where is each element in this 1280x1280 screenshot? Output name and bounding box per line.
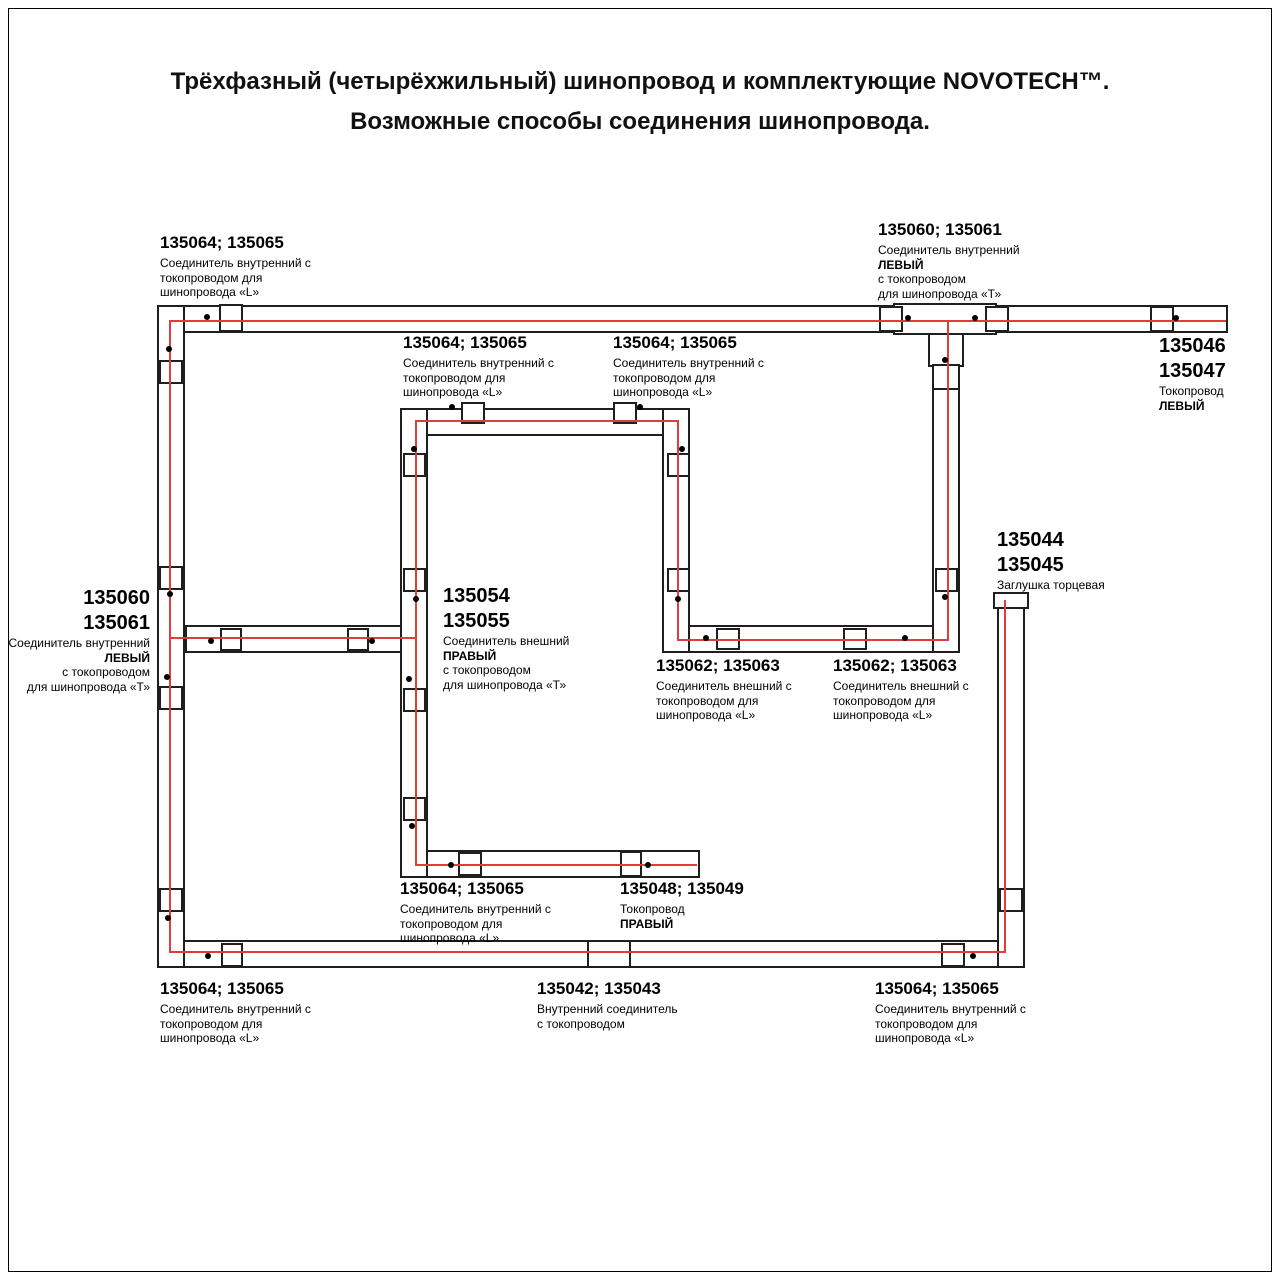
conductor-line [169, 951, 1006, 953]
part-desc-line: с токопроводом [878, 272, 966, 286]
junction-dot [970, 953, 976, 959]
junction-dot [905, 315, 911, 321]
connector-block [879, 306, 903, 332]
conductor-line [415, 420, 417, 866]
conductor-line [169, 320, 1226, 322]
part-desc-line: токопроводом для [833, 693, 936, 708]
part-desc-line: для шинопровода «Т» [443, 677, 567, 692]
part-code: 135064; 135065 [160, 233, 284, 252]
conductor-line [677, 639, 949, 641]
part-desc-line: Соединитель внешний с [656, 679, 792, 693]
part-desc-line: Соединитель внутренний с [400, 902, 551, 916]
part-desc-line: с токопроводом [537, 1016, 625, 1031]
junction-dot [204, 314, 210, 320]
part-code: 135060 [83, 587, 150, 609]
junction-dot [411, 446, 417, 452]
conductor-line [415, 864, 697, 866]
part-desc-line: Соединитель внешний с [833, 679, 969, 693]
part-desc-line: Соединитель внутренний с [875, 1002, 1026, 1016]
part-desc-line: токопроводом для [656, 693, 759, 708]
conductor-line [169, 320, 171, 953]
label-feed-left [1159, 334, 1226, 413]
part-code: 135061 [83, 612, 150, 634]
junction-dot [205, 953, 211, 959]
track-top [157, 305, 1228, 333]
part-code: 135062; 135063 [656, 656, 780, 675]
part-desc-line: токопроводом для [400, 916, 503, 931]
connector-block [932, 364, 960, 390]
junction-dot [679, 446, 685, 452]
label-connector-inner-b [613, 333, 764, 400]
connector-block [999, 888, 1023, 912]
track-far-right [997, 607, 1025, 968]
title-line-1: Трёхфазный (четырёхжильный) шинопровод и комплектующие NOVOTECH™. [170, 68, 1110, 95]
part-code: 135048; 135049 [620, 879, 744, 898]
track-inner-right [662, 408, 690, 653]
junction-dot [448, 862, 454, 868]
conductor-line [415, 420, 678, 422]
junction-dot [449, 404, 455, 410]
part-desc-line: с токопроводом [62, 665, 150, 679]
junction-dot [208, 638, 214, 644]
junction-dot [166, 346, 172, 352]
label-end-cap [997, 528, 1105, 593]
connector-block [221, 943, 243, 967]
part-code: 135046 [1159, 335, 1226, 357]
part-desc-line: токопроводом для [613, 370, 716, 385]
part-desc-line: Соединитель внешний [443, 634, 570, 648]
part-code: 135062; 135063 [833, 656, 957, 675]
part-desc-line: ПРАВЫЙ [443, 648, 497, 663]
connector-block [159, 686, 183, 710]
part-desc-line: токопроводом для [160, 1016, 263, 1031]
junction-dot [369, 638, 375, 644]
junction-dot [645, 862, 651, 868]
conductor-line [1004, 600, 1006, 953]
part-desc-line: ЛЕВЫЙ [878, 257, 924, 272]
label-connector-bottom-left [160, 979, 311, 1046]
part-desc-line: Токопровод [1159, 384, 1224, 398]
part-code: 135064; 135065 [613, 333, 737, 352]
part-desc-line: Соединитель внутренний с [160, 256, 311, 270]
label-feed-right [620, 879, 744, 931]
junction-dot [409, 823, 415, 829]
part-desc-line: шинопровода «L» [656, 708, 756, 722]
part-desc-line: токопроводом для [160, 270, 263, 285]
label-connector-inner-bottom [400, 879, 551, 946]
junction-dot [164, 674, 170, 680]
junction-dot [413, 596, 419, 602]
junction-dot [167, 591, 173, 597]
label-connector-inner-a [403, 333, 554, 400]
label-connector-outer-b [833, 656, 969, 723]
conductor-line [169, 637, 417, 639]
connector-block [159, 888, 183, 912]
part-code: 135064; 135065 [875, 979, 999, 998]
junction-dot [675, 596, 681, 602]
part-code: 135042; 135043 [537, 979, 661, 998]
junction-dot [942, 594, 948, 600]
part-desc-line: Соединитель внутренний с [613, 356, 764, 370]
conductor-line [677, 420, 679, 641]
part-desc-line: шинопровода «L» [875, 1031, 975, 1045]
part-code: 135054 [443, 585, 510, 607]
connector-block [220, 628, 242, 651]
part-desc-line: с токопроводом [443, 663, 531, 677]
part-code: 135060; 135061 [878, 220, 1002, 239]
connector-block [985, 306, 1009, 332]
part-desc-line: токопроводом для [875, 1016, 978, 1031]
part-desc-line: шинопровода «L» [160, 285, 260, 299]
part-desc-line: для шинопровода «Т» [26, 679, 150, 694]
junction-dot [165, 915, 171, 921]
label-connector-tee-center [443, 584, 569, 692]
connector-block [159, 360, 183, 384]
junction-dot [942, 357, 948, 363]
connector-block-center-bottom [587, 940, 631, 968]
part-desc-line: шинопровода «L» [400, 931, 500, 945]
connector-block [219, 304, 243, 332]
part-desc-line: ЛЕВЫЙ [1159, 398, 1205, 413]
junction-dot [637, 404, 643, 410]
label-connector-outer-a [656, 656, 792, 723]
connector-block [347, 628, 369, 651]
part-desc-line: Соединитель внутренний с [403, 356, 554, 370]
part-desc-line: ЛЕВЫЙ [104, 650, 150, 665]
title-line-2: Возможные способы соединения шинопровода. [350, 108, 930, 135]
part-desc-line: для шинопровода «Т» [878, 286, 1002, 301]
connector-block [1150, 306, 1174, 332]
label-connector-bottom-right [875, 979, 1026, 1046]
part-desc-line: шинопровода «L» [833, 708, 933, 722]
label-connector-tee-left [8, 586, 150, 694]
part-code: 135045 [997, 554, 1064, 576]
part-desc-line: Заглушка торцевая [997, 578, 1105, 592]
label-connector-tee-top [878, 220, 1020, 301]
junction-dot [406, 676, 412, 682]
junction-dot [972, 315, 978, 321]
junction-dot [703, 635, 709, 641]
part-desc-line: Соединитель внутренний [878, 243, 1020, 257]
part-code: 135055 [443, 610, 510, 632]
part-desc-line: ПРАВЫЙ [620, 916, 674, 931]
conductor-line [947, 320, 949, 641]
part-desc-line: Соединитель внутренний с [160, 1002, 311, 1016]
track-inner-top [400, 408, 690, 436]
part-desc-line: Внутренний соединитель [537, 1002, 678, 1016]
label-connector-inner-top-left [160, 233, 311, 300]
connector-block [159, 566, 183, 590]
part-code: 135064; 135065 [160, 979, 284, 998]
part-code: 135044 [997, 529, 1064, 551]
connector-block [941, 943, 965, 967]
part-code: 135064; 135065 [400, 879, 524, 898]
part-code: 135064; 135065 [403, 333, 527, 352]
part-desc-line: Токопровод [620, 902, 685, 916]
label-connector-bottom-center [537, 979, 678, 1031]
part-code: 135047 [1159, 360, 1226, 382]
junction-dot [902, 635, 908, 641]
part-desc-line: шинопровода «L» [613, 385, 713, 399]
part-desc-line: шинопровода «L» [160, 1031, 260, 1045]
end-cap [993, 592, 1029, 609]
part-desc-line: Соединитель внутренний [8, 636, 150, 650]
junction-dot [1173, 315, 1179, 321]
part-desc-line: шинопровода «L» [403, 385, 503, 399]
part-desc-line: токопроводом для [403, 370, 506, 385]
